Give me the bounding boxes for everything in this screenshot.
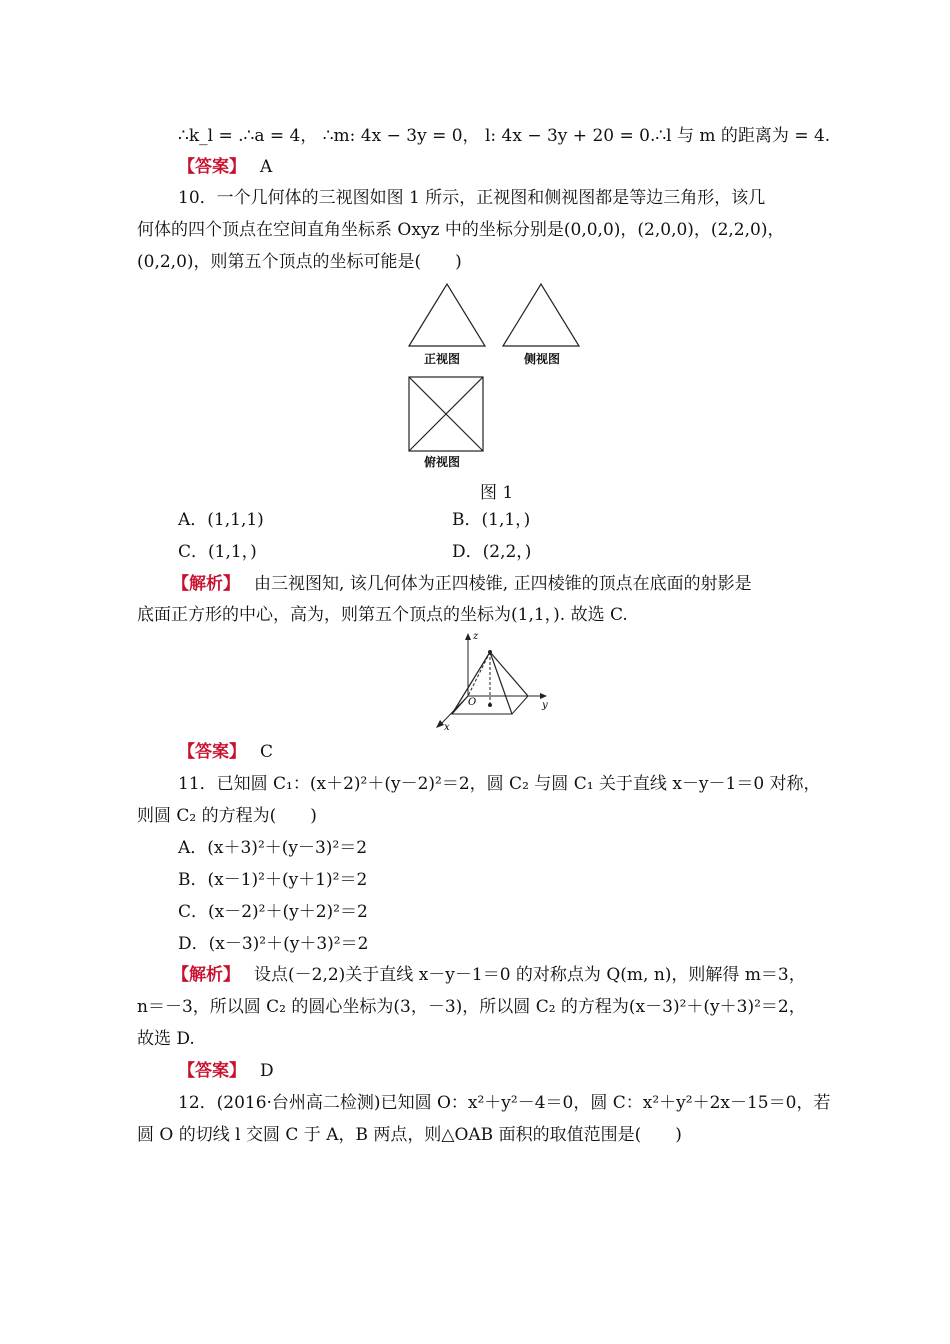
answer-tag: 【答案】 [178,742,246,762]
pyramid-edge [490,652,528,696]
origin-label: O [468,697,477,708]
option-b: B．(x－1)²＋(y＋1)²＝2 [178,870,368,890]
pyramid-hidden-edge [468,652,490,696]
option-d: D．(x－3)²＋(y＋3)²＝2 [178,934,369,954]
option-c: C．(x－2)²＋(y＋2)²＝2 [178,902,368,922]
analysis-line-1 [172,572,752,596]
question-10-line-3: (0,2,0)，则第五个顶点的坐标可能是( ) [137,252,462,272]
option-a: A．(x＋3)²＋(y－3)²＝2 [178,838,368,858]
question-10-line-1: 10．一个几何体的三视图如图 1 所示，正视图和侧视图都是等边三角形，该几 [178,188,766,208]
x-axis-arrow [436,720,444,728]
figure-caption: 图 1 [480,483,514,503]
front-view-label: 正视图 [424,352,461,366]
pyramid-edge [490,652,512,714]
answer-tag: 【答案】 [178,1061,246,1081]
option-d: D．(2,2，) [452,542,532,562]
analysis-tag: 【解析】 [172,574,240,594]
answer-tag: 【答案】 [178,157,246,177]
top-view-label: 俯视图 [424,455,461,469]
question-11-line-2: 则圆 C₂ 的方程为( ) [137,806,317,826]
pyramid-figure [430,630,560,735]
answer-line [178,1059,274,1083]
z-axis-arrow [465,633,471,640]
analysis-tag: 【解析】 [172,965,240,985]
three-view-figure [405,280,585,470]
question-12-line-1: 12．(2016·台州高二检测)已知圆 O：x²＋y²－4＝0，圆 C：x²＋y²＋2x－15＝0，若 [178,1093,831,1113]
analysis-line-1 [172,963,806,987]
analysis-line-2: n＝－3，所以圆 C₂ 的圆心坐标为(3，－3)，所以圆 C₂ 的方程为(x－3)²＋(y＋3)²＝2， [137,997,806,1017]
question-11-line-1: 11．已知圆 C₁：(x＋2)²＋(y－2)²＝2，圆 C₂ 与圆 C₁ 关于直线 x－y－1＝0 对称， [178,774,821,794]
y-axis-arrow [540,693,547,699]
option-b: B．(1,1，) [452,510,531,530]
apex-point [488,650,492,654]
question-10-line-2: 何体的四个顶点在空间直角坐标系 Oxyz 中的坐标分别是(0,0,0)，(2,0,0)，(2,2,0)， [137,220,785,240]
analysis-text: 设点(－2,2)关于直线 x－y－1＝0 的对称点为 Q(m, n)，则解得 m＝3， [254,965,806,985]
question-12-line-2: 圆 O 的切线 l 交圆 C 于 A，B 两点，则△OAB 面积的取值范围是( ) [137,1125,682,1145]
option-c: C．(1,1，) [178,542,257,562]
option-a: A．(1,1,1) [178,510,264,530]
x-axis-label: x [444,722,450,733]
solution-continuation: ∴k_l = .∴a = 4， ∴m: 4x − 3y = 0， l: 4x − 3y + 20 = 0.∴l 与 m 的距离为 = 4. [178,126,831,146]
answer-value: A [260,157,273,177]
z-axis-label: z [473,631,479,642]
y-axis-label: y [542,700,548,711]
side-view-label: 侧视图 [524,352,561,366]
base-center-point [488,703,492,707]
analysis-line-3: 故选 D. [137,1029,195,1049]
answer-value: C [260,742,274,762]
analysis-line-2: 底面正方形的中心，高为，则第五个顶点的坐标为(1,1，). 故选 C. [137,605,628,625]
front-view-triangle [409,284,485,346]
analysis-text: 由三视图知, 该几何体为正四棱锥, 正四棱锥的顶点在底面的射影是 [254,574,752,594]
answer-line [178,740,273,764]
answer-line [178,155,272,179]
side-view-triangle [503,284,579,346]
answer-value: D [260,1061,274,1081]
